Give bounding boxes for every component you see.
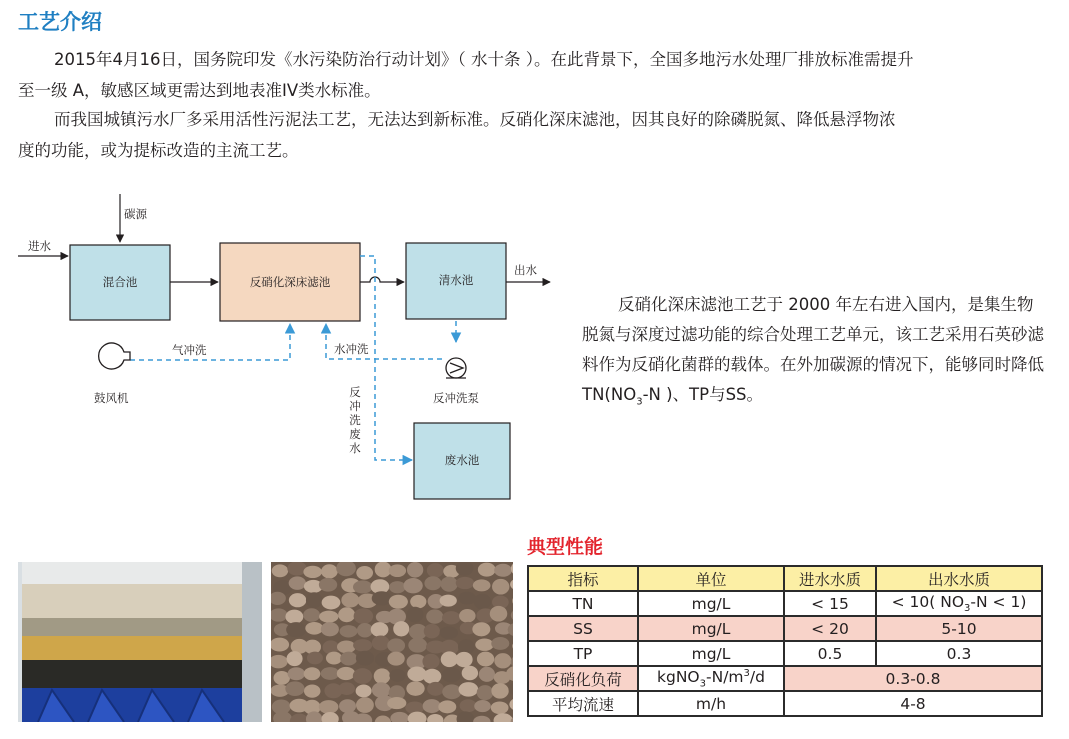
label-waste-tank: 废水池 bbox=[444, 453, 480, 467]
svg-text:洗: 洗 bbox=[349, 413, 361, 427]
page-title: 工艺介绍 bbox=[18, 10, 102, 34]
label-blower: 鼓风机 bbox=[94, 391, 129, 405]
intro-p1-line2: 至一级 A，敏感区域更需达到地表准IV类水标准。 bbox=[18, 81, 381, 100]
pump-icon bbox=[446, 358, 466, 378]
intro-paragraph-1 bbox=[18, 44, 1048, 106]
svg-text:冲: 冲 bbox=[349, 399, 361, 413]
quartz-sand-media-photo bbox=[271, 562, 513, 722]
table-header-row bbox=[528, 566, 1042, 591]
label-mix-tank: 混合池 bbox=[102, 275, 138, 289]
process-flow-diagram bbox=[14, 190, 574, 510]
label-air-wash: 气冲洗 bbox=[172, 343, 207, 357]
col-header-indicator: 指标 bbox=[528, 566, 638, 591]
table-row: TN mg/L < 15 < 10( $NO_3-N < 1$) bbox=[528, 591, 1042, 616]
label-outlet: 出水 bbox=[514, 263, 537, 277]
process-description: 反硝化深床滤池工艺于 2000 年左右进入国内，是集生物脱氮与深度过滤功能的综合处理工艺单元，该工艺采用石英砂滤料作为反硝化菌群的载体。在外加碳源的情况下，能够同时降低$TN(NO_3-N$ )、TP与SS。 bbox=[582, 295, 1044, 408]
table-row: SS mg/L < 20 5-10 bbox=[528, 616, 1042, 641]
label-inlet: 进水 bbox=[28, 239, 51, 253]
col-header-influent: 进水水质 bbox=[784, 566, 876, 591]
table-row: TP mg/L 0.5 0.3 bbox=[528, 641, 1042, 666]
label-backwash-pump: 反冲洗泵 bbox=[433, 391, 479, 405]
svg-text:水: 水 bbox=[349, 441, 361, 455]
intro-paragraph-2 bbox=[18, 104, 1048, 166]
performance-table bbox=[527, 565, 1043, 717]
svg-text:废: 废 bbox=[349, 427, 361, 441]
label-carbon-source: 碳源 bbox=[124, 207, 147, 221]
table-row: 反硝化负荷 $kgNO_3-N/m^3/d$ 0.3-0.8 bbox=[528, 666, 1042, 691]
svg-text:反: 反 bbox=[349, 385, 361, 399]
intro-p1-line1: 2015年4月16日，国务院印发《水污染防治行动计划》（ 水十条 ）。在此背景下，全国多地污水处理厂排放标准需提升 bbox=[54, 50, 914, 69]
label-clear-tank: 清水池 bbox=[438, 273, 474, 287]
label-filter: 反硝化深床滤池 bbox=[249, 275, 331, 289]
filter-media-column-photo bbox=[18, 562, 262, 722]
performance-section-title: 典型性能 bbox=[527, 536, 604, 558]
table-row: 平均流速 m/h 4-8 bbox=[528, 691, 1042, 716]
col-header-effluent: 出水水质 bbox=[876, 566, 1042, 591]
col-header-unit: 单位 bbox=[638, 566, 784, 591]
blower-icon bbox=[99, 343, 130, 369]
intro-p2-line2: 度的功能，或为提标改造的主流工艺。 bbox=[18, 141, 299, 160]
label-water-wash: 水冲洗 bbox=[334, 342, 369, 356]
intro-p2-line1: 而我国城镇污水厂多采用活性污泥法工艺，无法达到新标准。反硝化深床滤池，因其良好的除磷脱氮、降低悬浮物浓 bbox=[54, 110, 896, 129]
label-backwash-wastewater bbox=[349, 385, 361, 455]
